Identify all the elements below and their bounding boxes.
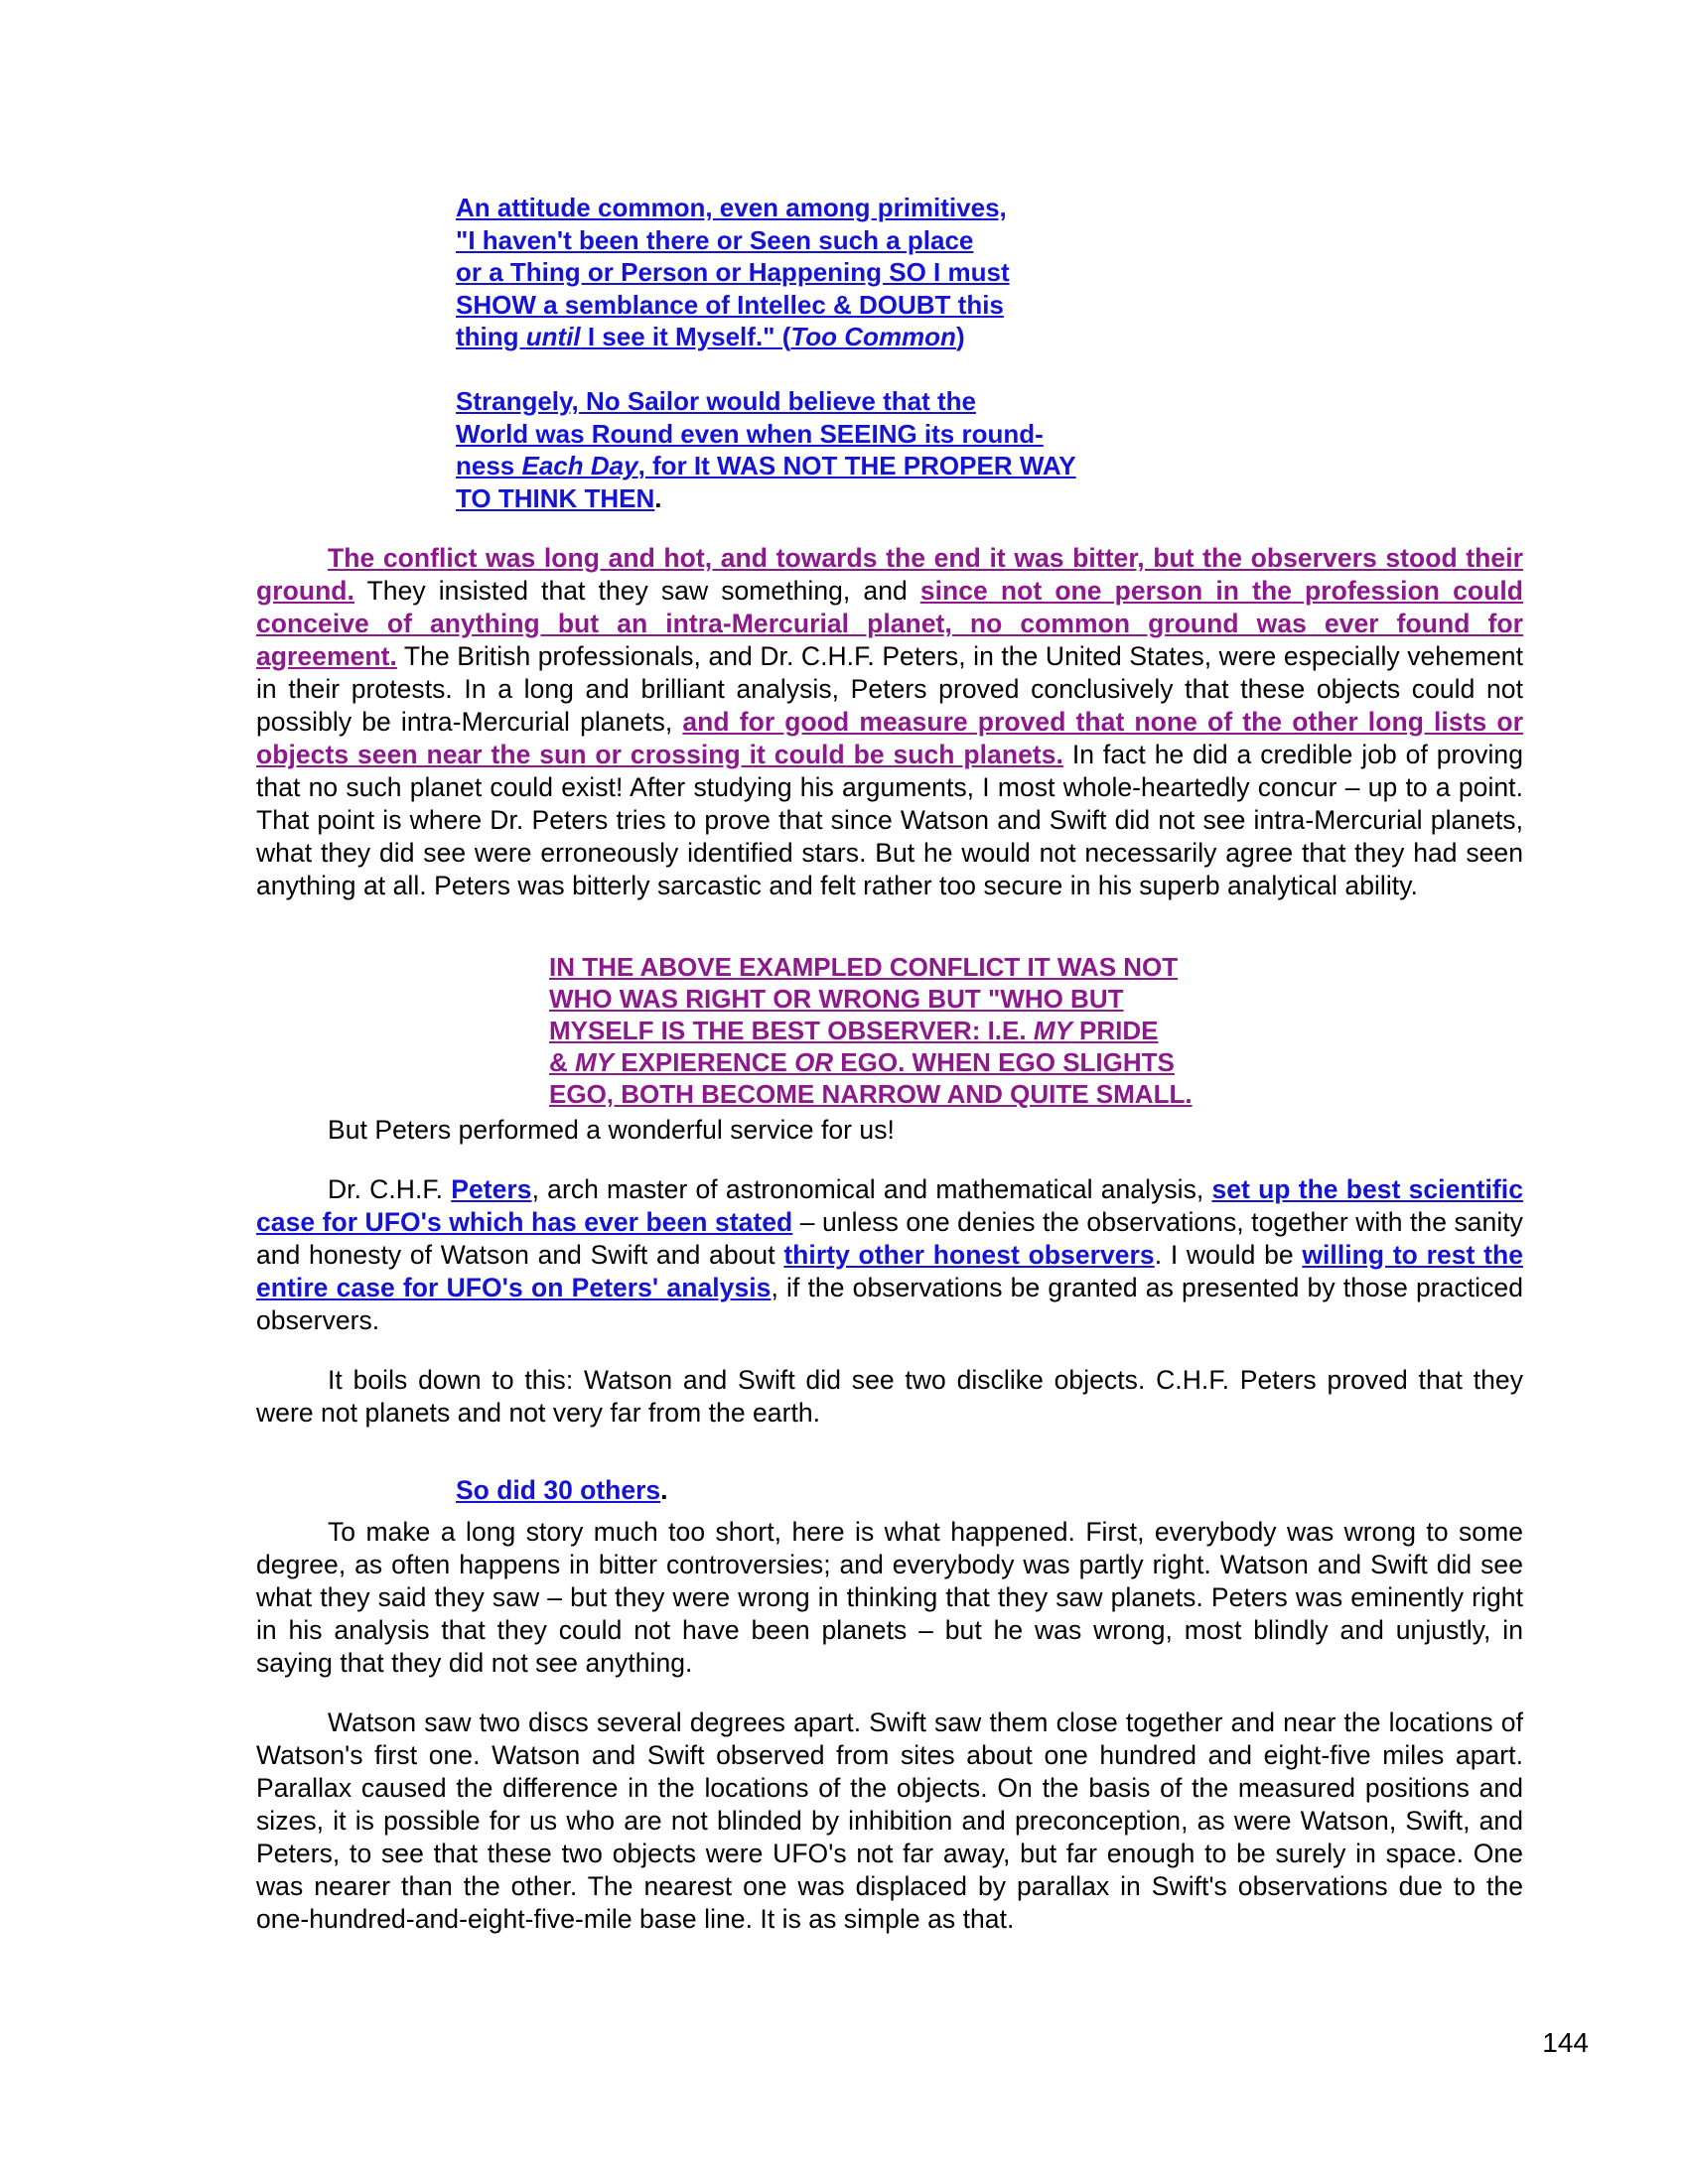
quote-text: ness (456, 451, 522, 480)
quote-text: EGO. WHEN EGO SLIGHTS (833, 1047, 1175, 1077)
emphasis-blue: willing to rest the entire case for UFO's on Peters' analysis (256, 1240, 1524, 1302)
quote-text: & (549, 1047, 575, 1077)
quote-text: thing (456, 322, 526, 351)
quote-line: An attitude common, even among primitives, (456, 193, 1007, 222)
body-text: They insisted that they saw something, and (353, 576, 920, 606)
quote-period: . (654, 482, 662, 513)
emphasis-blue: So did 30 others (456, 1475, 661, 1505)
quote-text: MYSELF IS THE BEST OBSERVER: I.E. (549, 1016, 1034, 1045)
quote-line: "I haven't been there or Seen such a place (456, 224, 974, 255)
layout-spacer (256, 195, 1523, 542)
period: . (660, 1475, 668, 1505)
quote-line (549, 1046, 1193, 1078)
quote-close-paren: ) (955, 322, 965, 351)
line-but-peters (256, 1114, 1523, 1147)
quote-line (549, 1015, 1193, 1046)
quote-line: TO THINK THEN. (456, 482, 662, 513)
paragraph-conflict (256, 542, 1523, 902)
paragraph-peters-case (256, 1173, 1523, 1337)
emphasis-purple: since not one person in the profession could conceive of anything but an intra-Mercurial planet, no common ground was ever found for agreement. (256, 576, 1523, 671)
quote-italic-my: MY (575, 1047, 614, 1077)
paragraph-watson-discs (256, 1706, 1523, 1936)
quote-line: IN THE ABOVE EXAMPLED CONFLICT IT WAS NOT (549, 952, 1179, 982)
quote-text: PRIDE (1071, 1016, 1159, 1045)
emphasis-blue: set up the best scientific case for UFO's which has ever been stated (256, 1174, 1523, 1237)
emphasis-blue: thirty other honest observers (783, 1240, 1155, 1270)
quote-italic-too-common: Too Common (790, 322, 956, 351)
quote-line: EGO, BOTH BECOME NARROW AND QUITE SMALL. (549, 1079, 1193, 1109)
emphasis-blue: Peters (451, 1174, 532, 1204)
emphasis-purple: The conflict was long and hot, and towards the end it was bitter, but the observers stood their ground. (256, 543, 1523, 606)
quote-italic-my: MY (1033, 1016, 1072, 1045)
quote-text: I see it Myself." ( (580, 322, 791, 351)
layout-spacer (256, 1456, 1523, 1516)
emphasis-purple: and for good measure proved that none of the other long lists or objects seen near the sun or crossing it could be such planets. (256, 707, 1523, 769)
quote-italic-until: until (525, 322, 581, 351)
paragraph-long-story (256, 1516, 1523, 1680)
quote-italic-or: OR (794, 1047, 834, 1077)
body-text: It boils down to this: Watson and Swift did see two disclike objects. C.H.F. Peters proved that they were not planets and not very far from the earth. (256, 1365, 1523, 1428)
body-text: , if the observations be granted as presented by those practiced observers. (256, 1273, 1523, 1335)
quote-line: Strangely, No Sailor would believe that the (456, 386, 976, 416)
body-text: To make a long story much too short, here is what happened. First, everybody was wrong to some degree, as often happens in bitter controversies; and everybody was partly right. Watson and Swift did see what they said they saw – but they were wrong in thinking that they saw planets. Peters was eminently right in his analysis that they could not have been planets – but he was wrong, most blindly and unjustly, in saying that they did not see anything. (256, 1517, 1523, 1678)
body-text: – unless one denies the observations, together with the sanity and honesty of Watson and Swift and about (256, 1207, 1523, 1270)
page-number: 144 (1542, 2027, 1589, 2058)
quote-line: SHOW a semblance of Intellec & DOUBT this (456, 289, 1004, 320)
quote-line: or a Thing or Person or Happening SO I must (456, 257, 1010, 287)
quote-text: , for It WAS NOT THE PROPER WAY (637, 451, 1076, 480)
body-text: But Peters performed a wonderful service for us! (328, 1115, 895, 1145)
quote-italic-each-day: Each Day (521, 451, 638, 480)
line-so-did-30-others (456, 1475, 668, 1506)
body-text: Dr. C.H.F. (328, 1174, 452, 1204)
quote-line: World was Round even when SEEING its round- (456, 418, 1044, 449)
body-text: . I would be (1154, 1240, 1303, 1270)
body-text: , arch master of astronomical and mathematical analysis, (531, 1174, 1212, 1204)
purple-quote-block (549, 951, 1193, 1110)
quote-text: EXPIERENCE (614, 1047, 795, 1077)
quote-line: WHO WAS RIGHT OR WRONG BUT "WHO BUT (549, 984, 1124, 1014)
paragraph-boils-down (256, 1364, 1523, 1430)
body-text: The British professionals, and Dr. C.H.F. Peters, in the United States, were especially vehement in their protests. In a long and brilliant analysis, Peters proved conclusively that these objects could not possibly be intra-Mercurial planets, (256, 641, 1523, 737)
body-text: Watson saw two discs several degrees apart. Swift saw them close together and near the locations of Watson's first one. Watson and Swift observed from sites about one hundred and eight-five miles apart. Parallax caused the difference in the locations of the objects. On the basis of the measured positions and sizes, it is possible for us who are not blinded by inhibition and preconception, as were Watson, Swift, and Peters, to see that these two objects were UFO's not far away, but far enough to be surely in space. One was nearer than the other. The nearest one was displaced by parallax in Swift's observations due to the one-hundred-and-eight-five-mile base line. It is as simple as that. (256, 1707, 1523, 1934)
body-text: In fact he did a credible job of proving that no such planet could exist! After studying his arguments, I most whole-heartedly concur – up to a point. That point is where Dr. Peters tries to prove that since Watson and Swift did not see intra-Mercurial planets, what they did see were erroneously identified stars. But he would not necessarily agree that they had seen anything at all. Peters was bitterly sarcastic and felt rather too secure in his superb analytical ability. (256, 740, 1523, 900)
